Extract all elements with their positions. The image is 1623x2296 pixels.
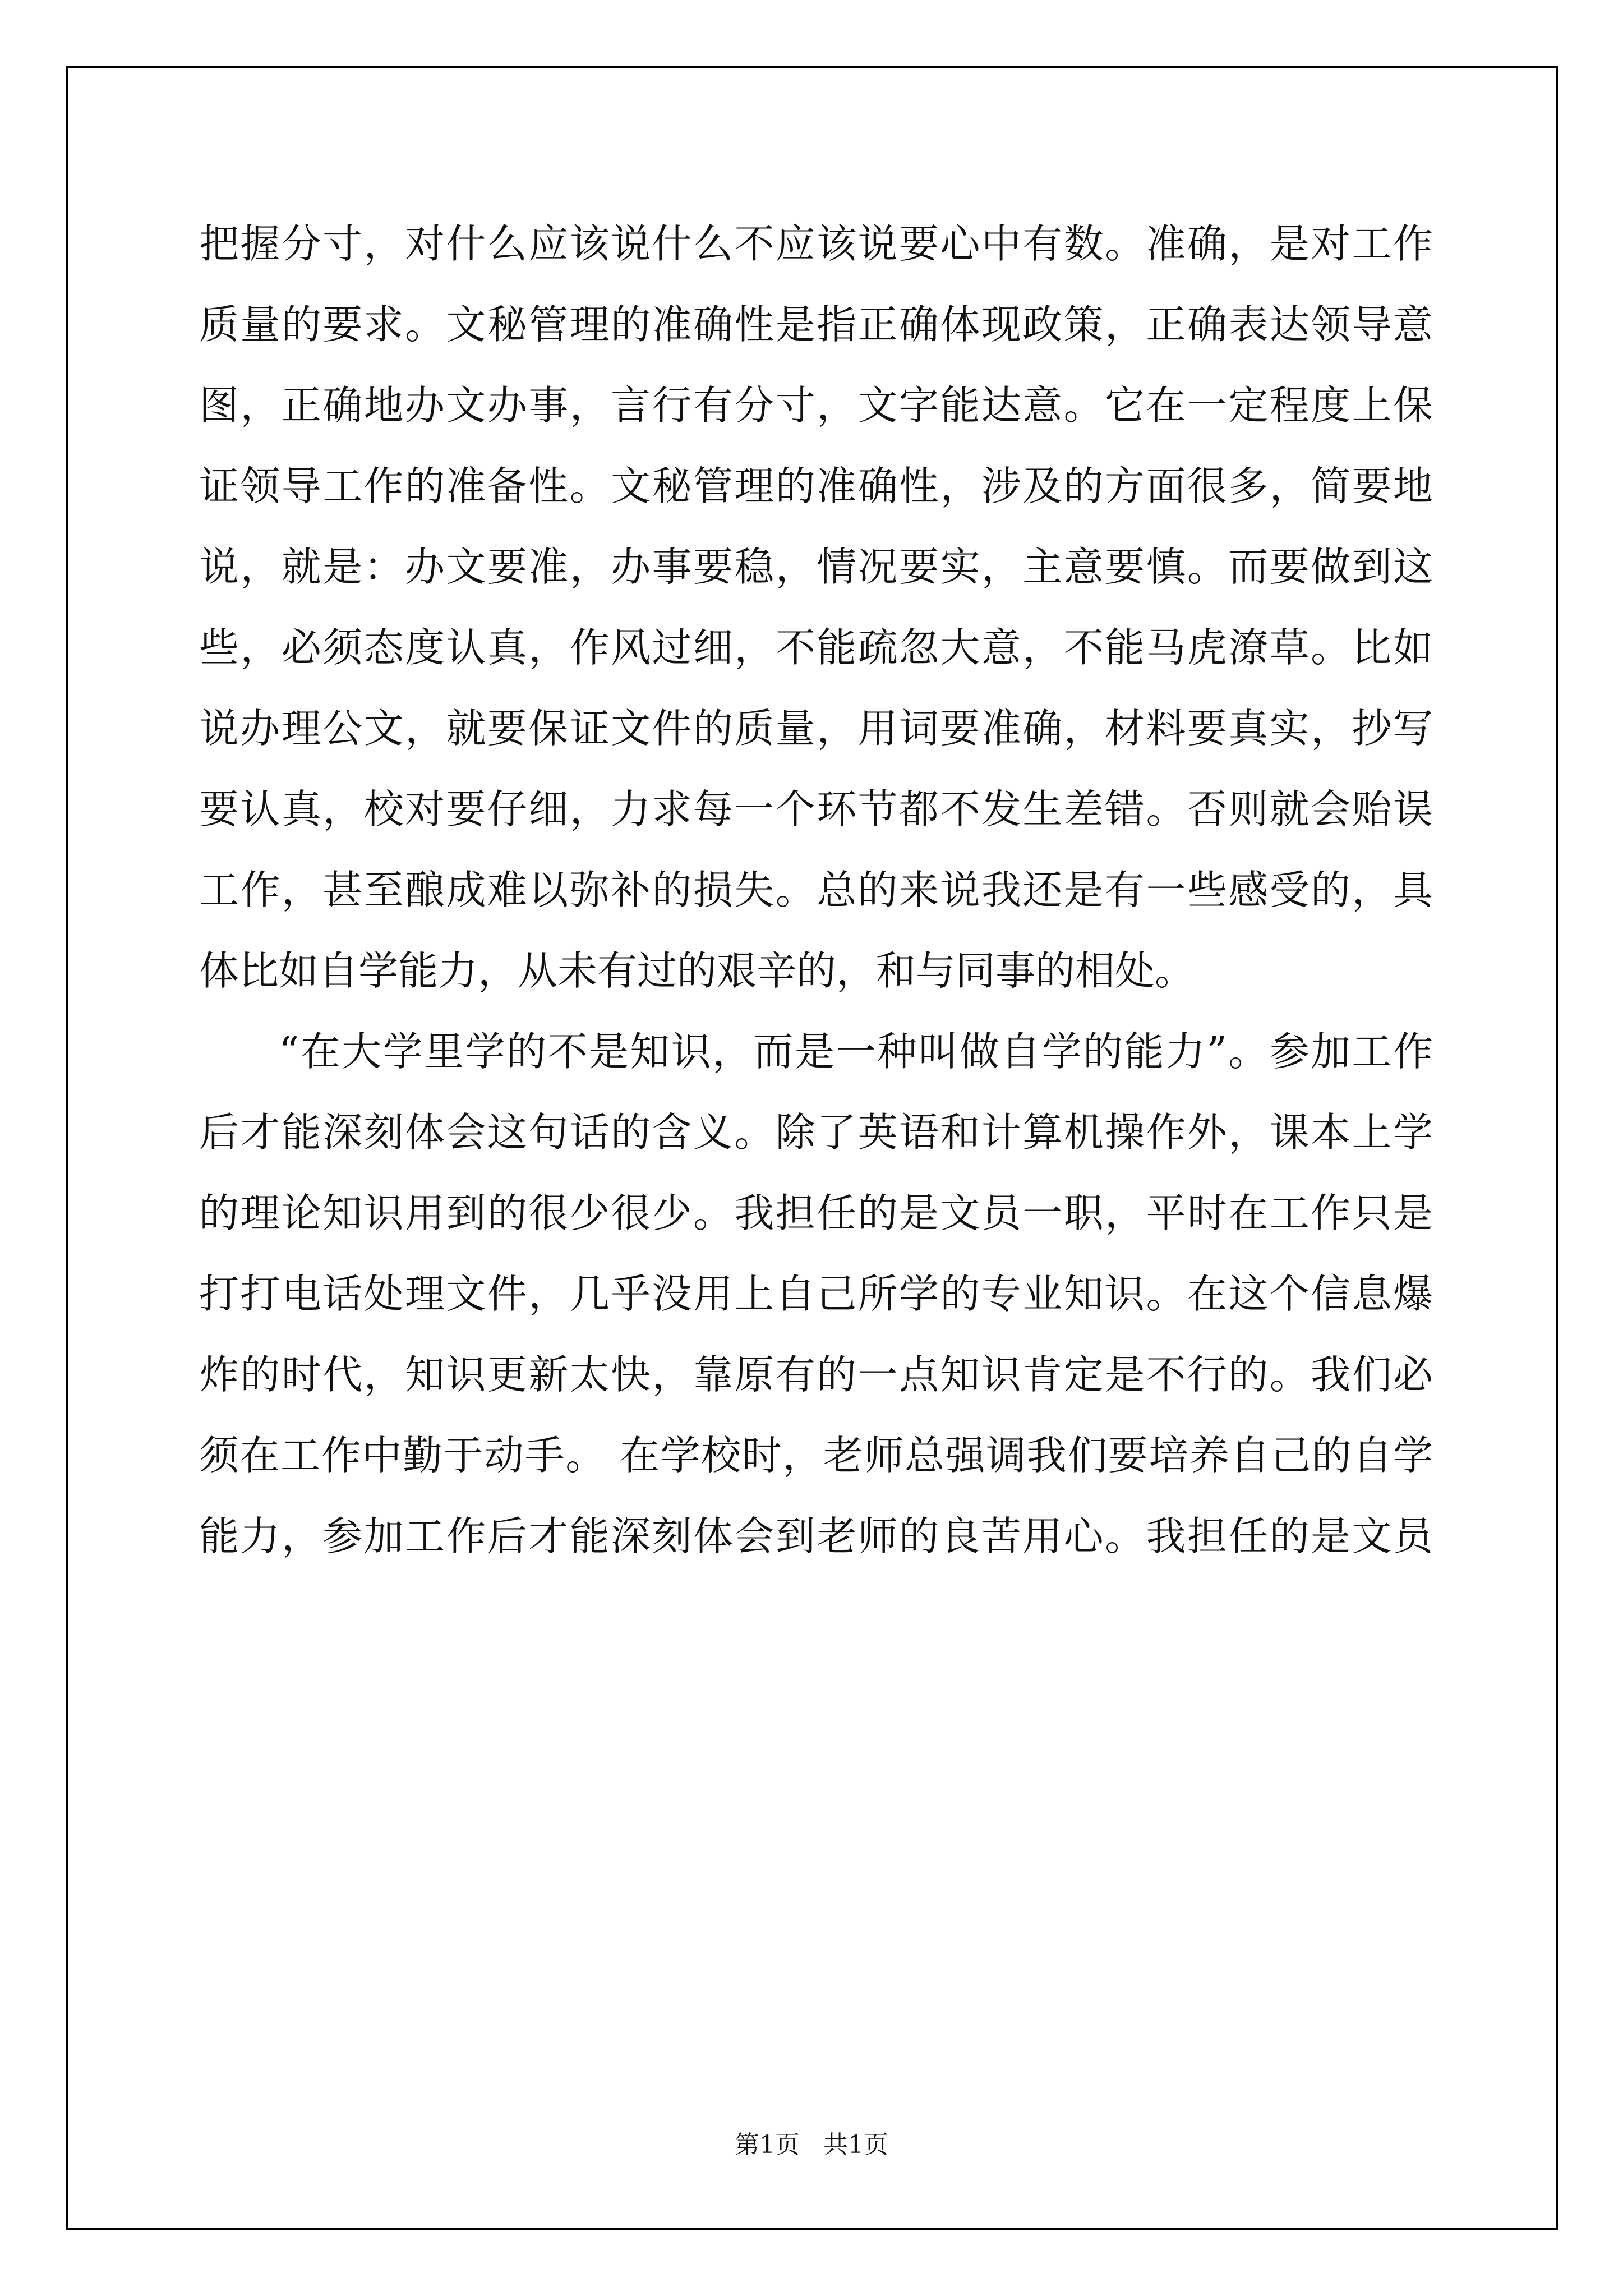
text-line: 证领导工作的准备性。文秘管理的准确性，涉及的方面很多，简要地 bbox=[199, 463, 1433, 509]
text-line: 后才能深刻体会这句话的含义。除了英语和计算机操作外，课本上学 bbox=[199, 1109, 1433, 1156]
text-line: 须在工作中勤于动手。 在学校时，老师总强调我们要培养自己的自学 bbox=[199, 1432, 1433, 1479]
text-line: 把握分寸，对什么应该说什么不应该说要心中有数。准确，是对工作 bbox=[199, 220, 1433, 267]
text-line: 能力，参加工作后才能深刻体会到老师的良苦用心。我担任的是文员 bbox=[199, 1513, 1433, 1559]
text-line: 的理论知识用到的很少很少。我担任的是文员一职，平时在工作只是 bbox=[199, 1190, 1433, 1236]
text-line: 打打电话处理文件，几乎没用上自己所学的专业知识。在这个信息爆 bbox=[199, 1271, 1433, 1317]
page-number-footer: 第1页 共1页 bbox=[735, 2131, 888, 2159]
text-line: 体比如自学能力，从未有过的艰辛的，和与同事的相处。 bbox=[199, 947, 1195, 994]
text-line: “在大学里学的不是知识，而是一种叫做自学的能力”。参加工作 bbox=[279, 1028, 1433, 1075]
text-line: 炸的时代，知识更新太快，靠原有的一点知识肯定是不行的。我们必 bbox=[199, 1351, 1433, 1398]
text-line: 工作，甚至酿成难以弥补的损失。总的来说我还是有一些感受的，具 bbox=[199, 867, 1433, 913]
text-line: 质量的要求。文秘管理的准确性是指正确体现政策，正确表达领导意 bbox=[199, 301, 1433, 348]
text-line: 图，正确地办文办事，言行有分寸，文字能达意。它在一定程度上保 bbox=[199, 382, 1433, 429]
text-line: 些，必须态度认真，作风过细，不能疏忽大意，不能马虎潦草。比如 bbox=[199, 624, 1433, 671]
text-line: 说办理公文，就要保证文件的质量，用词要准确，材料要真实，抄写 bbox=[199, 705, 1433, 752]
text-line: 说，就是：办文要准，办事要稳，情况要实，主意要慎。而要做到这 bbox=[199, 544, 1433, 590]
text-line: 要认真，校对要仔细，力求每一个环节都不发生差错。否则就会贻误 bbox=[199, 786, 1433, 832]
